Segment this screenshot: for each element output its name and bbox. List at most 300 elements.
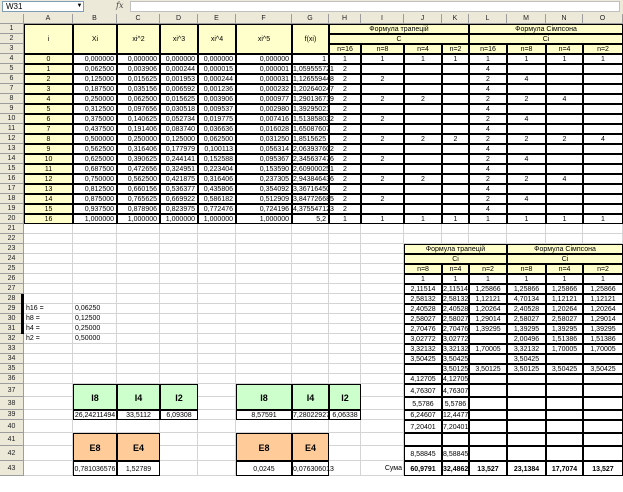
row-header[interactable]: 16 (0, 174, 24, 184)
grid-cell[interactable] (117, 284, 160, 294)
grid-cell[interactable] (160, 264, 198, 274)
row-header[interactable]: 20 (0, 214, 24, 224)
table-value (361, 204, 404, 214)
grid-cell[interactable] (73, 344, 117, 354)
table-value: 0,312500 (73, 104, 117, 114)
grid-cell[interactable] (361, 234, 404, 244)
grid-cell[interactable] (198, 420, 236, 433)
table-value (507, 64, 546, 74)
table-value: 2 (469, 174, 507, 184)
grid-cell[interactable] (292, 334, 329, 344)
row-header[interactable]: 15 (0, 164, 24, 174)
grid-cell[interactable] (329, 420, 361, 433)
grid-cell[interactable] (361, 314, 404, 324)
grid-cell[interactable] (117, 420, 160, 433)
grid-cell[interactable] (469, 224, 507, 234)
grid-cell[interactable] (24, 354, 73, 364)
grid-cell[interactable] (292, 294, 329, 304)
grid-cell[interactable] (160, 284, 198, 294)
grid-cell[interactable] (24, 364, 73, 374)
grid-cell[interactable] (198, 304, 236, 314)
grid-cell[interactable] (73, 254, 117, 264)
grid-cell[interactable] (198, 274, 236, 284)
grid-cell[interactable] (329, 334, 361, 344)
grid-cell[interactable] (292, 420, 329, 433)
row-header[interactable]: 34 (0, 354, 24, 364)
row-header[interactable]: 9 (0, 104, 24, 114)
grid-cell[interactable] (236, 344, 292, 354)
grid-cell[interactable] (24, 384, 73, 397)
grid-cell[interactable] (160, 324, 198, 334)
right-value: 1,39295 (546, 324, 583, 334)
formula-input[interactable] (130, 1, 620, 12)
table-value: 10 (24, 154, 73, 164)
grid-cell[interactable] (236, 334, 292, 344)
grid-cell[interactable] (292, 344, 329, 354)
grid-cell[interactable] (546, 224, 583, 234)
row-header[interactable]: 8 (0, 94, 24, 104)
grid-cell[interactable] (329, 354, 361, 364)
column-header[interactable]: E (198, 14, 236, 24)
column-header[interactable]: K (442, 14, 469, 24)
table-value: 2 (329, 64, 361, 74)
grid-cell[interactable] (469, 234, 507, 244)
grid-cell[interactable] (160, 244, 198, 254)
grid-cell[interactable] (73, 364, 117, 374)
row-header[interactable]: 7 (0, 84, 24, 94)
row-header[interactable]: 26 (0, 274, 24, 284)
table-value (404, 104, 442, 114)
grid-cell[interactable] (198, 410, 236, 420)
grid-cell[interactable] (361, 384, 404, 397)
right-value: 1 (404, 274, 442, 284)
grid-cell[interactable] (361, 284, 404, 294)
grid-cell[interactable] (292, 274, 329, 284)
table-value: 0,000244 (198, 74, 236, 84)
row-header[interactable]: 24 (0, 254, 24, 264)
grid-cell[interactable] (198, 224, 236, 234)
grid-cell[interactable] (507, 224, 546, 234)
row-header[interactable]: 14 (0, 154, 24, 164)
table-value: 0,003906 (198, 94, 236, 104)
grid-cell[interactable] (361, 433, 404, 446)
fxi-value: 2,063937602 (293, 146, 334, 153)
grid-cell[interactable] (160, 374, 198, 384)
grid-cell[interactable] (73, 420, 117, 433)
grid-cell[interactable] (329, 446, 361, 461)
grid-cell[interactable] (329, 294, 361, 304)
table-value (583, 84, 623, 94)
grid-cell[interactable] (361, 397, 404, 410)
grid-cell[interactable] (160, 364, 198, 374)
row-header[interactable]: 10 (0, 114, 24, 124)
column-header[interactable]: H (329, 14, 361, 24)
row-header[interactable]: 25 (0, 264, 24, 274)
grid-cell[interactable] (361, 364, 404, 374)
right-simp-sub: Ci (507, 254, 623, 264)
row-header[interactable]: 40 (0, 420, 24, 433)
grid-cell[interactable] (24, 374, 73, 384)
grid-cell[interactable] (117, 264, 160, 274)
grid-cell[interactable] (329, 224, 361, 234)
right-value: 1,25866 (507, 284, 546, 294)
grid-cell[interactable] (198, 314, 236, 324)
table-value (404, 114, 442, 124)
row-header[interactable]: 11 (0, 124, 24, 134)
grid-cell[interactable] (236, 274, 292, 284)
grid-cell[interactable] (198, 334, 236, 344)
grid-cell[interactable] (198, 446, 236, 461)
grid-cell[interactable] (236, 234, 292, 244)
table-value: 1 (546, 54, 583, 64)
grid-cell[interactable] (329, 244, 361, 254)
grid-cell[interactable] (329, 264, 361, 274)
h-value: 0,50000 (75, 335, 101, 342)
grid-cell[interactable] (361, 244, 404, 254)
grid-cell[interactable] (24, 274, 73, 284)
right-value: 3,50425 (443, 356, 469, 363)
row-header[interactable]: 13 (0, 144, 24, 154)
row-header[interactable]: 37 (0, 384, 24, 397)
table-value (361, 64, 404, 74)
row-header[interactable]: 6 (0, 74, 24, 84)
row-header[interactable]: 3 (0, 44, 24, 54)
row-header[interactable]: 32 (0, 334, 24, 344)
table-value: 2 (469, 94, 507, 104)
grid-cell[interactable] (24, 344, 73, 354)
grid-cell[interactable] (236, 304, 292, 314)
table-value (583, 94, 623, 104)
grid-cell[interactable] (198, 254, 236, 264)
grid-cell[interactable] (24, 461, 73, 476)
grid-cell[interactable] (583, 234, 623, 244)
grid-cell[interactable] (292, 284, 329, 294)
grid-cell[interactable] (117, 344, 160, 354)
column-header[interactable]: F (236, 14, 292, 24)
grid-cell[interactable] (198, 364, 236, 374)
grid-cell[interactable] (546, 234, 583, 244)
right-value (507, 410, 546, 420)
table-value: 0,052734 (160, 114, 198, 124)
fxi-value: 1 (292, 54, 329, 64)
grid-cell[interactable] (236, 284, 292, 294)
grid-cell[interactable] (329, 433, 361, 446)
column-header[interactable]: O (583, 14, 623, 24)
row-header[interactable]: 18 (0, 194, 24, 204)
grid-cell[interactable] (73, 244, 117, 254)
row-header[interactable]: 22 (0, 234, 24, 244)
grid-cell[interactable] (292, 304, 329, 314)
grid-cell[interactable] (24, 284, 73, 294)
column-header[interactable]: A (24, 14, 73, 24)
grid-cell[interactable] (24, 433, 73, 446)
grid-cell[interactable] (292, 244, 329, 254)
grid-cell[interactable] (160, 294, 198, 304)
grid-cell[interactable] (442, 234, 469, 244)
table-value: 4 (469, 124, 507, 134)
table-value: 0,016028 (236, 124, 292, 134)
grid-cell[interactable] (329, 324, 361, 334)
grid-cell[interactable] (24, 446, 73, 461)
column-header[interactable]: G (292, 14, 329, 24)
column-header[interactable]: I (361, 14, 404, 24)
integral-box2-label: I4 (292, 384, 329, 410)
grid-cell[interactable] (442, 224, 469, 234)
grid-cell[interactable] (160, 446, 198, 461)
grid-cell[interactable] (404, 234, 442, 244)
right-value (507, 433, 546, 446)
grid-cell[interactable] (292, 354, 329, 364)
grid-cell[interactable] (24, 224, 73, 234)
row-header[interactable]: 1 (0, 24, 24, 34)
grid-cell[interactable] (117, 354, 160, 364)
grid-cell[interactable] (361, 374, 404, 384)
row-header[interactable]: 33 (0, 344, 24, 354)
right-value: 4,12705 (443, 376, 469, 383)
table-value (404, 144, 442, 154)
grid-cell[interactable] (361, 274, 404, 284)
table-value: 2 (546, 134, 583, 144)
grid-cell[interactable] (361, 324, 404, 334)
grid-cell[interactable] (236, 224, 292, 234)
grid-cell[interactable] (24, 420, 73, 433)
right-value (583, 433, 623, 446)
grid-cell[interactable] (73, 224, 117, 234)
grid-cell[interactable] (329, 254, 361, 264)
grid-cell[interactable] (73, 234, 117, 244)
grid-cell[interactable] (361, 254, 404, 264)
table-value: 0,152588 (198, 154, 236, 164)
grid-cell[interactable] (198, 384, 236, 397)
row-header[interactable]: 41 (0, 433, 24, 446)
row-header[interactable]: 5 (0, 64, 24, 74)
grid-cell[interactable] (361, 334, 404, 344)
grid-cell[interactable] (24, 397, 73, 410)
function-icon[interactable]: fx (116, 1, 124, 10)
column-header[interactable]: M (507, 14, 546, 24)
grid-cell[interactable] (236, 294, 292, 304)
grid-cell[interactable] (73, 294, 117, 304)
row-header[interactable]: 36 (0, 374, 24, 384)
grid-cell[interactable] (198, 433, 236, 446)
fxi-value: 2,943846436 (293, 176, 334, 183)
grid-cell[interactable] (160, 433, 198, 446)
grid-cell[interactable] (73, 274, 117, 284)
table-value: 6 (24, 114, 73, 124)
integral-box1-value: 6,09308 (160, 410, 198, 420)
grid-cell[interactable] (361, 420, 404, 433)
column-header[interactable]: N (546, 14, 583, 24)
n-header: n=8 (507, 44, 546, 54)
grid-cell[interactable] (236, 364, 292, 374)
grid-cell[interactable] (198, 397, 236, 410)
grid-cell[interactable] (117, 374, 160, 384)
grid-cell[interactable] (361, 446, 404, 461)
grid-cell[interactable] (117, 294, 160, 304)
grid-cell[interactable] (198, 344, 236, 354)
grid-cell[interactable] (160, 334, 198, 344)
grid-cell[interactable] (73, 354, 117, 364)
table-value (583, 174, 623, 184)
grid-cell[interactable] (160, 344, 198, 354)
grid-cell[interactable] (24, 244, 73, 254)
grid-cell[interactable] (24, 254, 73, 264)
grid-cell[interactable] (24, 294, 73, 304)
grid-cell[interactable] (24, 264, 73, 274)
table-value: 0,375000 (73, 114, 117, 124)
row-header[interactable]: 2 (0, 34, 24, 44)
row-header[interactable]: 39 (0, 410, 24, 420)
grid-cell[interactable] (160, 420, 198, 433)
table-value (583, 194, 623, 204)
grid-cell[interactable] (160, 314, 198, 324)
grid-cell[interactable] (361, 304, 404, 314)
grid-cell[interactable] (292, 224, 329, 234)
grid-cell[interactable] (198, 294, 236, 304)
row-header[interactable]: 30 (0, 314, 24, 324)
grid-cell[interactable] (117, 244, 160, 254)
grid-cell[interactable] (160, 354, 198, 364)
grid-cell[interactable] (117, 274, 160, 284)
grid-cell[interactable] (292, 324, 329, 334)
grid-cell[interactable] (361, 294, 404, 304)
grid-cell[interactable] (329, 314, 361, 324)
row-header[interactable]: 23 (0, 244, 24, 254)
grid-cell[interactable] (292, 264, 329, 274)
row-header[interactable]: 17 (0, 184, 24, 194)
column-header[interactable]: D (160, 14, 198, 24)
grid-cell[interactable] (117, 234, 160, 244)
table-value (442, 164, 469, 174)
column-header[interactable]: J (404, 14, 442, 24)
grid-cell[interactable] (361, 224, 404, 234)
grid-cell[interactable] (329, 344, 361, 354)
right-value: 1,20264 (546, 304, 583, 314)
grid-cell[interactable] (236, 244, 292, 254)
grid-cell[interactable] (292, 254, 329, 264)
grid-cell[interactable] (73, 264, 117, 274)
grid-cell[interactable] (329, 364, 361, 374)
grid-cell[interactable] (329, 284, 361, 294)
grid-cell[interactable] (73, 374, 117, 384)
row-header[interactable]: 38 (0, 397, 24, 410)
grid-cell[interactable] (117, 314, 160, 324)
fxi-value: 1,39295021 (293, 106, 330, 113)
chevron-down-icon[interactable]: ▼ (76, 3, 83, 9)
error-box1-value: 1,52789 (117, 461, 160, 476)
grid-cell[interactable] (160, 224, 198, 234)
grid-cell[interactable] (361, 410, 404, 420)
grid-cell[interactable] (198, 234, 236, 244)
row-header[interactable]: 27 (0, 284, 24, 294)
row-header[interactable]: 28 (0, 294, 24, 304)
grid-cell[interactable] (198, 354, 236, 364)
grid-cell[interactable] (117, 334, 160, 344)
grid-cell[interactable] (160, 274, 198, 284)
grid-cell[interactable] (160, 461, 198, 476)
grid-cell[interactable] (117, 254, 160, 264)
sum-value: 13,527 (583, 461, 623, 476)
grid-cell[interactable] (292, 364, 329, 374)
right-value: 1,39295 (583, 324, 623, 334)
grid-cell[interactable] (236, 254, 292, 264)
grid-cell[interactable] (329, 274, 361, 284)
grid-cell[interactable] (236, 374, 292, 384)
grid-cell[interactable] (160, 234, 198, 244)
grid-cell[interactable] (117, 324, 160, 334)
table-value: 4 (469, 84, 507, 94)
table-value: 7 (24, 124, 73, 134)
row-header[interactable]: 43 (0, 461, 24, 476)
table-value: 0,001236 (198, 84, 236, 94)
row-header[interactable]: 42 (0, 446, 24, 461)
row-header[interactable]: 35 (0, 364, 24, 374)
grid-cell[interactable] (236, 264, 292, 274)
grid-cell[interactable] (583, 224, 623, 234)
row-header[interactable]: 31 (0, 324, 24, 334)
grid-cell[interactable] (198, 284, 236, 294)
grid-cell[interactable] (198, 324, 236, 334)
grid-cell[interactable] (117, 224, 160, 234)
table-value: 0,191406 (117, 124, 160, 134)
grid-cell[interactable] (117, 364, 160, 374)
table-value: 16 (24, 214, 73, 224)
grid-cell[interactable] (117, 304, 160, 314)
grid-cell[interactable] (329, 374, 361, 384)
h-value: 0,25000 (75, 325, 101, 332)
grid-cell[interactable] (160, 304, 198, 314)
row-header[interactable]: 29 (0, 304, 24, 314)
grid-cell[interactable] (361, 354, 404, 364)
name-box[interactable] (2, 1, 84, 12)
table-value: 2 (469, 134, 507, 144)
grid-cell[interactable] (236, 324, 292, 334)
table-value: 0,536377 (160, 184, 198, 194)
select-all-corner[interactable] (0, 14, 24, 24)
grid-cell[interactable] (236, 420, 292, 433)
grid-cell[interactable] (73, 284, 117, 294)
grid-cell[interactable] (236, 314, 292, 324)
grid-cell[interactable] (292, 234, 329, 244)
grid-cell[interactable] (361, 344, 404, 354)
grid-cell[interactable] (507, 234, 546, 244)
grid-cell[interactable] (361, 264, 404, 274)
row-header[interactable]: 19 (0, 204, 24, 214)
grid-cell[interactable] (292, 374, 329, 384)
column-header[interactable]: L (469, 14, 507, 24)
grid-cell[interactable] (160, 254, 198, 264)
grid-cell[interactable] (198, 374, 236, 384)
grid-cell[interactable] (24, 410, 73, 420)
selection-bar (21, 294, 24, 334)
row-header[interactable]: 21 (0, 224, 24, 234)
column-header[interactable]: C (117, 14, 160, 24)
grid-cell[interactable] (329, 234, 361, 244)
grid-cell[interactable] (236, 354, 292, 364)
grid-cell[interactable] (404, 224, 442, 234)
row-header[interactable]: 12 (0, 134, 24, 144)
grid-cell[interactable] (329, 304, 361, 314)
grid-cell[interactable] (292, 314, 329, 324)
grid-cell[interactable] (198, 244, 236, 254)
column-header[interactable]: B (73, 14, 117, 24)
grid-cell[interactable] (24, 234, 73, 244)
grid-cell[interactable] (198, 264, 236, 274)
right-value: 6,24607 (404, 410, 442, 420)
grid-cell[interactable] (198, 461, 236, 476)
row-header[interactable]: 4 (0, 54, 24, 64)
right-value (507, 420, 546, 433)
